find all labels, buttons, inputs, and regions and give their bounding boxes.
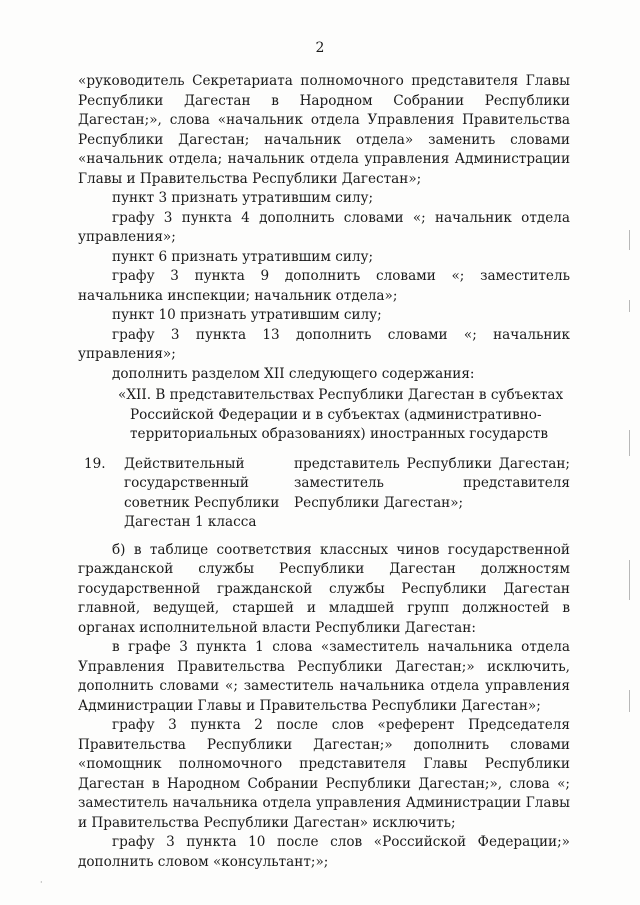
row-number: 19.: [84, 455, 106, 472]
scan-speck: ·: [40, 878, 43, 887]
table-row: [78, 455, 570, 533]
paragraph-point-13: графу 3 пункта 13 дополнить словами «; начальник управления»;: [78, 326, 570, 362]
scan-edge-mark: [629, 230, 630, 250]
paragraph-point-4: графу 3 пункта 4 дополнить словами «; начальник отдела управления»;: [78, 209, 570, 245]
scan-edge-mark: [629, 430, 630, 456]
paragraph-point-9: графу 3 пункта 9 дополнить словами «; заместитель начальника инспекции; начальник отдела»;: [78, 268, 570, 304]
paragraph-point-3: пункт 3 признать утратившим силу;: [112, 190, 374, 206]
paragraph-replacement-words: «руководитель Секретариата полномочного представителя Главы Республики Дагестан в Народном Собрании Республики Дагестан;», слова «начальник отдела Управления Правительства Республики Дагестан; начальник отдела» заменить словами «начальник отдела; начальник отдела управления Администрации Главы и Правительства Республики Дагестан»;: [78, 73, 570, 187]
class-rank-cell: Действительный государственный советник Республики Дагестан 1 класса: [124, 455, 280, 530]
section-title-line-1: «XII. В представительствах Республики Дагестан в субъектах: [118, 387, 564, 403]
scan-edge-mark: [629, 300, 630, 312]
paragraph-column-3-point-10: графу 3 пункта 10 после слов «Российской Федерации;» дополнить словом «консультант;»;: [78, 834, 570, 870]
scan-edge-mark: [629, 690, 630, 712]
scan-edge-mark: [629, 560, 630, 600]
document-body: [78, 72, 570, 872]
paragraph-table-correspondence: б) в таблице соответствия классных чинов государственной гражданской службы Республики Дагестан должностям государственной гражданской службы Республики Дагестан главной, ведущей, старшей и младшей групп должностей в органах исполнительной власти Республики Дагестан:: [78, 541, 570, 636]
page-number: 2: [315, 40, 325, 56]
section-title-line-3: территориальных образованиях) иностранных государств: [130, 426, 549, 442]
section-xii-title: [118, 386, 570, 445]
paragraph-column-3-point-2: графу 3 пункта 2 после слов «референт Председателя Правительства Республики Дагестан;» дополнить словами «помощник полномочного представителя Главы Республики Дагестан в Народном Собрании Республики Дагестан;», слова «; заместитель начальника отдела управления Администрации Главы и Правительства Республики Дагестан» исключить;: [78, 717, 570, 831]
paragraph-add-section: дополнить разделом XII следующего содержания:: [112, 365, 475, 382]
paragraph-point-6: пункт 6 признать утратившим силу;: [112, 248, 374, 265]
positions-cell: представитель Республики Дагестан; заместитель представителя Республики Дагестан»;: [294, 455, 570, 511]
section-title-line-2: Российской Федерации и в субъектах (административно-: [130, 406, 542, 423]
paragraph-point-10: пункт 10 признать утратившим силу;: [112, 307, 382, 323]
paragraph-column-3-point-1: в графе 3 пункта 1 слова «заместитель начальника отдела Управления Правительства Республики Дагестан;» исключить, дополнить словами «; заместитель начальника отдела управления Администрации Главы и Правительства Республики Дагестан»;: [78, 639, 570, 714]
